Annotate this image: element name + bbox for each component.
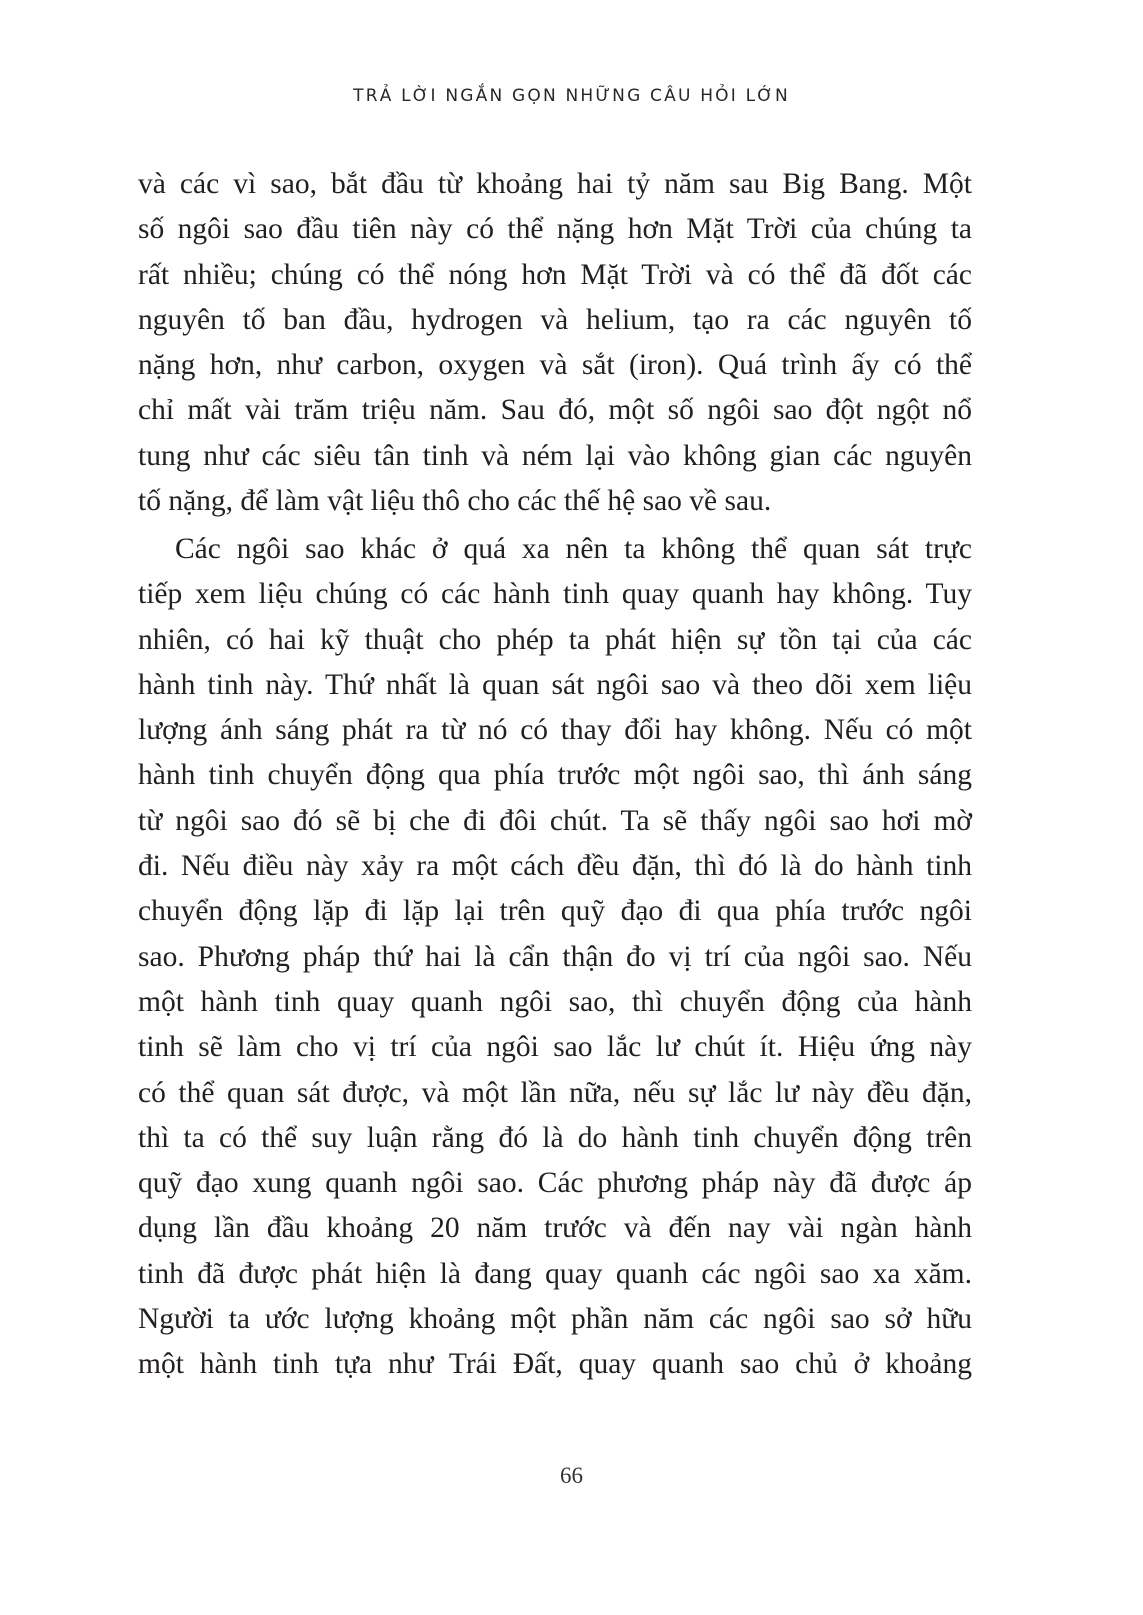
text-line: lượng ánh sáng phát ra từ nó có thay đổi hay không. Nếu có một — [138, 714, 972, 747]
text-line: hành tinh này. Thứ nhất là quan sát ngôi sao và theo dõi xem liệu — [138, 668, 972, 701]
text-line: Các ngôi sao khác ở quá xa nên ta không thể quan sát trực — [175, 533, 972, 565]
text-line: từ ngôi sao đó sẽ bị che đi đôi chút. Ta sẽ thấy ngôi sao hơi mờ — [138, 804, 972, 837]
text-line: chuyển động lặp đi lặp lại trên quỹ đạo đi qua phía trước ngôi — [138, 895, 972, 928]
text-line: một hành tinh quay quanh ngôi sao, thì chuyển động của hành — [138, 985, 972, 1018]
running-header: TRẢ LỜI NGẮN GỌN NHỮNG CÂU HỎI LỚN — [353, 86, 790, 106]
text-line: số ngôi sao đầu tiên này có thể nặng hơn Mặt Trời của chúng ta — [138, 213, 972, 246]
text-line: tinh đã được phát hiện là đang quay quanh các ngôi sao xa xăm. — [138, 1257, 972, 1290]
text-line: nhiên, có hai kỹ thuật cho phép ta phát hiện sự tồn tại của các — [138, 623, 972, 656]
page-number: 66 — [560, 1463, 583, 1488]
text-line: có thể quan sát được, và một lần nữa, nếu sự lắc lư này đều đặn, — [138, 1076, 972, 1109]
text-line: một hành tinh tựa như Trái Đất, quay quanh sao chủ ở khoảng — [138, 1348, 972, 1381]
text-line: thì ta có thể suy luận rằng đó là do hành tinh chuyển động trên — [138, 1121, 972, 1154]
text-line: tung như các siêu tân tinh và ném lại vào không gian các nguyên — [138, 439, 972, 472]
text-line: Người ta ước lượng khoảng một phần năm các ngôi sao sở hữu — [138, 1303, 972, 1336]
text-line: sao. Phương pháp thứ hai là cẩn thận đo vị trí của ngôi sao. Nếu — [138, 940, 972, 973]
text-line: chỉ mất vài trăm triệu năm. Sau đó, một số ngôi sao đột ngột nổ — [138, 394, 972, 427]
text-line: tố nặng, để làm vật liệu thô cho các thế hệ sao về sau. — [138, 485, 772, 518]
text-line: tinh sẽ làm cho vị trí của ngôi sao lắc lư chút ít. Hiệu ứng này — [138, 1031, 972, 1064]
text-line: rất nhiều; chúng có thể nóng hơn Mặt Trời và có thể đã đốt các — [138, 258, 972, 291]
text-line: và các vì sao, bắt đầu từ khoảng hai tỷ năm sau Big Bang. Một — [138, 168, 972, 200]
text-line: hành tinh chuyển động qua phía trước một ngôi sao, thì ánh sáng — [138, 759, 972, 792]
text-line: nặng hơn, như carbon, oxygen và sắt (iron). Quá trình ấy có thể — [138, 349, 972, 382]
paragraph-1 — [138, 162, 972, 524]
text-line: dụng lần đầu khoảng 20 năm trước và đến nay vài ngàn hành — [138, 1212, 972, 1245]
text-line: nguyên tố ban đầu, hydrogen và helium, tạo ra các nguyên tố — [138, 303, 972, 336]
paragraph-2 — [138, 527, 972, 1388]
text-line: đi. Nếu điều này xảy ra một cách đều đặn, thì đó là do hành tinh — [138, 850, 972, 883]
text-line: quỹ đạo xung quanh ngôi sao. Các phương pháp này đã được áp — [138, 1167, 972, 1200]
text-line: tiếp xem liệu chúng có các hành tinh quay quanh hay không. Tuy — [138, 578, 972, 611]
